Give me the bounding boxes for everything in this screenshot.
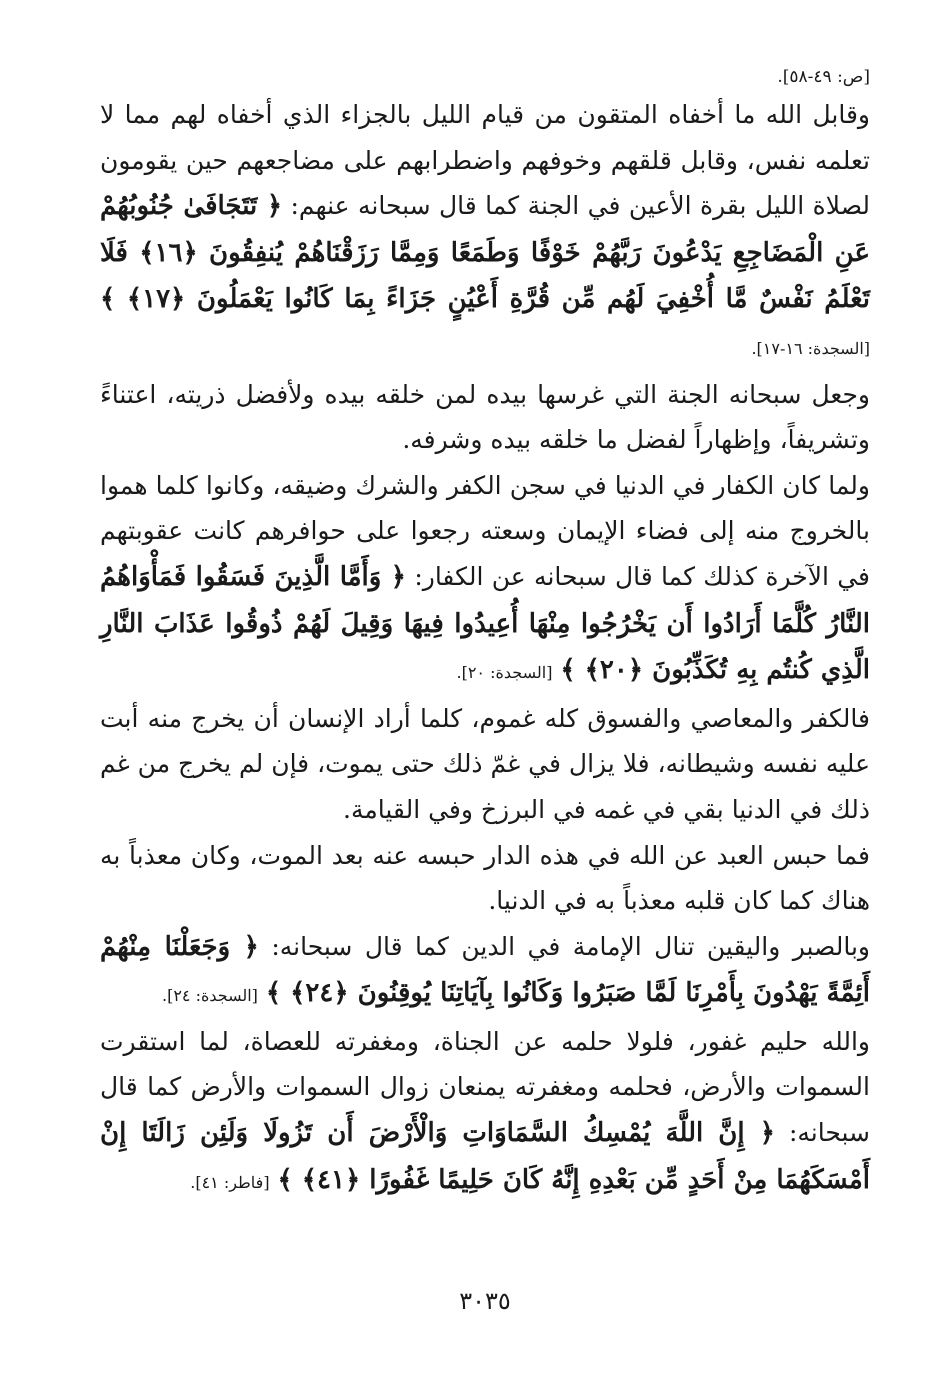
paragraph-text: ولما كان الكفار في الدنيا في سجن الكفر والشرك وضيقه، وكانوا كلما هموا بالخروج منه إلى فضاء الإيمان وسعته رجعوا على حوافرهم كانت عقوبتهم في الآخرة كذلك كما قال سبحانه عن الكفار:: [100, 470, 871, 591]
paragraph: [100, 1019, 870, 1205]
verse-reference: [فاطر: ٤١].: [190, 1172, 270, 1192]
paragraph: [100, 372, 870, 463]
paragraph-text: وقابل الله ما أخفاه المتقون من قيام الليل بالجزاء الذي أخفاه لهم مما لا تعلمه نفس، وقابل قلقهم وخوفهم واضطرابهم على مضاجعهم حين يقومون لصلاة الليل بقرة الأعين في الجنة كما قال سبحانه عنهم:: [100, 100, 870, 221]
page-header-reference: [ص: ٤٩-٥٨].: [777, 67, 870, 87]
paragraph: [100, 463, 870, 696]
page-number: ٣٠٣٥: [459, 1287, 511, 1315]
paragraph: [100, 92, 870, 372]
quran-verse: ﴿ وَأَمَّا الَّذِينَ فَسَقُوا فَمَأْوَاهُمُ النَّارُ كُلَّمَا أَرَادُوا أَن يَخْرُجُوا مِنْهَا أُعِيدُوا فِيهَا وَقِيلَ لَهُمْ ذُوقُوا عَذَابَ النَّارِ الَّذِي كُنتُم بِهِ تُكَذِّبُونَ ﴿٢٠﴾ ﴾: [100, 561, 870, 686]
verse-reference: [السجدة: ١٦-١٧].: [751, 338, 870, 358]
quran-verse: ﴿ تَتَجَافَىٰ جُنُوبُهُمْ عَنِ الْمَضَاجِعِ يَدْعُونَ رَبَّهُمْ خَوْفًا وَطَمَعًا وَمِمَّا رَزَقْنَاهُمْ يُنفِقُونَ ﴿١٦﴾ فَلَا تَعْلَمُ نَفْسٌ مَّا أُخْفِيَ لَهُم مِّن قُرَّةِ أَعْيُنٍ جَزَاءً بِمَا كَانُوا يَعْمَلُونَ ﴿١٧﴾ ﴾: [100, 191, 870, 315]
quran-verse: ﴿ إِنَّ اللَّهَ يُمْسِكُ السَّمَاوَاتِ وَالْأَرْضَ أَن تَزُولَا وَلَئِن زَالَتَا إِنْ أَمْسَكَهُمَا مِنْ أَحَدٍ مِّن بَعْدِهِ إِنَّهُ كَانَ حَلِيمًا غَفُورًا ﴿٤١﴾ ﴾: [100, 1118, 870, 1195]
paragraph-text: والله حليم غفور، فلولا حلمه عن الجناة، ومغفرته للعصاة، لما استقرت السموات والأرض، فحلمه ومغفرته يمنعان زوال السموات والأرض كما قال سبحانه:: [100, 1026, 870, 1148]
paragraph-text: وبالصبر واليقين تنال الإمامة في الدين كما قال سبحانه:: [258, 931, 870, 961]
quran-verse: ﴿ وَجَعَلْنَا مِنْهُمْ أَئِمَّةً يَهْدُونَ بِأَمْرِنَا لَمَّا صَبَرُوا وَكَانُوا بِآيَاتِنَا يُوقِنُونَ ﴿٢٤﴾ ﴾: [100, 931, 870, 1009]
page-body: [100, 92, 870, 1205]
paragraph: [100, 696, 870, 833]
paragraph-text: فما حبس العبد عن الله في هذه الدار حبسه عنه بعد الموت، وكان معذباً به هناك كما كان قلبه معذباً به في الدنيا.: [100, 840, 870, 916]
verse-reference: [السجدة: ٢٠].: [456, 663, 553, 683]
paragraph: [100, 924, 870, 1019]
book-page: [100, 62, 870, 1352]
verse-reference: [السجدة: ٢٤].: [161, 986, 258, 1006]
paragraph-text: فالكفر والمعاصي والفسوق كله غموم، كلما أراد الإنسان أن يخرج منه أبت عليه نفسه وشيطانه، فلا يزال في غمّ ذلك حتى يموت، فإن لم يخرج من غم ذلك في الدنيا بقي في غمه في البرزخ وفي القيامة.: [100, 703, 870, 824]
paragraph-text: وجعل سبحانه الجنة التي غرسها بيده لمن خلقه بيده ولأفضل ذريته، اعتناءً وتشريفاً، وإظهاراً لفضل ما خلقه بيده وشرفه.: [100, 379, 870, 455]
paragraph: [100, 833, 870, 924]
